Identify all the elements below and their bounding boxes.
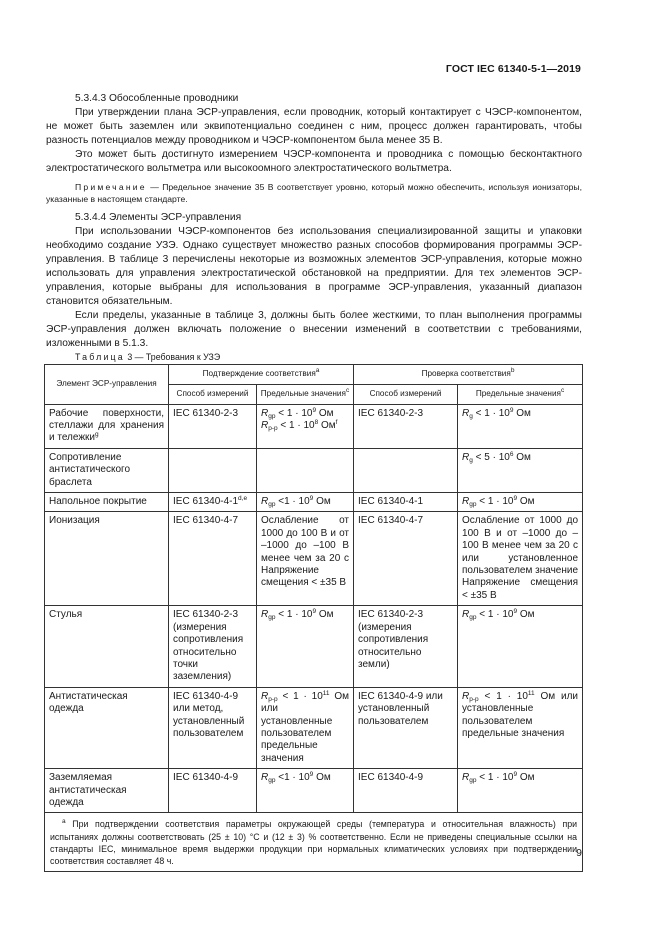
cell-limits-1 [257, 448, 354, 492]
cell-limits-2: $R_{gp} < 1 \cdot 10^9$ Ом [458, 769, 583, 813]
cell-limits-1: $R_{gp} < 1 \cdot 10^9$ Ом $R_{p-p} < 1 \cdot 10^8$ $Ом^f$ [257, 404, 354, 448]
header-element: Элемент ЭСР-управления [45, 365, 169, 404]
cell-method-2: IEC 61340-2-3 [354, 404, 458, 448]
cell-method-2: IEC 61340-4-9 [354, 769, 458, 813]
cell-method-1: IEC 61340-4-1$^{d,e}$ [169, 493, 257, 512]
footnote-mark: a [62, 818, 66, 826]
header-limits-1: Предельные значения$^c$ [257, 385, 354, 405]
cell-limits-2: $R_{p-p} < 1 \cdot 10^{11}$ Ом или установленные пользователем предельные значения [458, 687, 583, 768]
header-method-1: Способ измерений [169, 385, 257, 405]
section-5343-title: 5.3.4.3 Обособленные проводники [75, 93, 239, 104]
cell-element: Рабочие поверхности, стеллажи для хранения и тележки$^g$ [45, 404, 169, 448]
cell-limits-2: $R_{gp} < 1 \cdot 10^9$ Ом [458, 493, 583, 512]
cell-method-2: IEC 61340-4-7 [354, 512, 458, 606]
cell-limits-1: $R_{p-p} < 1 \cdot 10^{11}$ Ом или установленные пользователем предельные значения [257, 687, 354, 768]
table-row [45, 606, 583, 687]
document-id: ГОСТ IEC 61340-5-1—2019 [445, 63, 581, 75]
cell-limits-1: $R_{gp} <1 \cdot 10^9$ Ом [257, 769, 354, 813]
table-footnote-row [45, 813, 583, 872]
cell-element: Напольное покрытие [45, 493, 169, 512]
cell-limits-2: $R_{gp} < 1 \cdot 10^9$ Ом [458, 606, 583, 687]
cell-element: Сопротивление антистатического браслета [45, 448, 169, 492]
table-footnote [45, 813, 583, 872]
section-5344-paragraph-2: Если пределы, указанные в таблице 3, должны быть более жесткими, то план выполнения программы ЭСР-управления должен включать положение о внесении изменений в соответствии с требованиями, изложенными в 5.1.3. [46, 309, 582, 349]
section-5344-title: 5.3.4.4 Элементы ЭСР-управления [75, 212, 242, 224]
footnote-text: При подтверждении соответствия параметры окружающей среды (температура и относительная влажность) при испытаниях должны соответствовать (25 ± 10) °С и (12 ± 3) % соответственно. Если не приведены специальные ссылки на стандарты IEC, минимальное время выдержки продукции при нормальных климатических условиях при подтверждении соответствия составляет 48 ч. [50, 819, 578, 866]
cell-method-1: IEC 61340-4-9 [169, 769, 257, 813]
cell-element: Ионизация [45, 512, 169, 606]
table-caption [46, 351, 582, 365]
requirements-table [44, 364, 583, 872]
page-content [46, 92, 582, 872]
cell-method-2: IEC 61340-2-3 (измерения сопротивления относительно земли) [354, 606, 458, 687]
cell-element: Стулья [45, 606, 169, 687]
cell-method-1: IEC 61340-4-9 или метод, установленный пользователем [169, 687, 257, 768]
table-row [45, 448, 583, 492]
header-compliance: Подтверждение соответствия$^a$ [169, 365, 354, 385]
cell-limits-1: Ослабление от 1000 до 100 В и от –1000 до –100 В менее чем за 20 с Напряжение смещения < ±35 В [257, 512, 354, 606]
cell-method-1: IEC 61340-4-7 [169, 512, 257, 606]
cell-method-2 [354, 448, 458, 492]
table-caption-word: Таблица [75, 351, 125, 362]
cell-method-2: IEC 61340-4-1 [354, 493, 458, 512]
note-label: Примечание [75, 182, 147, 193]
table-caption-rest: 3 — Требования к УЗЭ [124, 351, 221, 362]
table-row [45, 512, 583, 606]
cell-element: Антистатическая одежда [45, 687, 169, 768]
section-5343-paragraph-2: Это может быть достигнуто измерением ЧЭСР-компонента и проводника с помощью бесконтактного электростатического вольтметра или высокоомного электростатического вольтметра. [46, 148, 582, 174]
cell-limits-2: $R_g < 1 \cdot 10^9$ Ом [458, 404, 583, 448]
table-row [45, 769, 583, 813]
table-row [45, 404, 583, 448]
cell-method-1 [169, 448, 257, 492]
header-method-2: Способ измерений [354, 385, 458, 405]
cell-method-2: IEC 61340-4-9 или установленный пользователем [354, 687, 458, 768]
cell-element: Заземляемая антистатическая одежда [45, 769, 169, 813]
table-row [45, 687, 583, 768]
note [46, 181, 582, 205]
cell-limits-2: $R_g < 5 \cdot 10^6$ Ом [458, 448, 583, 492]
table-row [45, 493, 583, 512]
note-text: — Предельное значение 35 В соответствует уровню, который можно обеспечить, используя ионизаторы, указанные в настоящем стандарте. [46, 182, 582, 205]
cell-method-1: IEC 61340-2-3 (измерения сопротивления относительно точки заземления) [169, 606, 257, 687]
cell-limits-1: $R_{gp} < 1 \cdot 10^9$ Ом [257, 606, 354, 687]
table-header-row-1 [45, 365, 583, 385]
cell-limits-1: $R_{gp} <1 \cdot 10^9$ Ом [257, 493, 354, 512]
header-limits-2: Предельные значения$^c$ [458, 385, 583, 405]
cell-method-1: IEC 61340-2-3 [169, 404, 257, 448]
header-verification: Проверка соответствия$^b$ [354, 365, 583, 385]
cell-limits-2: Ослабление от 1000 до 100 В и от –1000 до –100 В менее чем за 20 с или установленное пользователем значение Напряжение смещения < ±35 В [458, 512, 583, 606]
section-5343-paragraph-1: При утверждении плана ЭСР-управления, если проводник, который контактирует с ЧЭСР-компонентом, не может быть заземлен или эквипотенциально соединен с ним, процесс должен гарантировать, чтобы разность потенциалов между проводником и ЧЭСР-компонентом была менее 35 В. [46, 106, 582, 146]
section-5344-paragraph-1: При использовании ЧЭСР-компонентов без использования специализированной защиты и упаковки необходимо создание УЗЭ. Однако существует множество разных способов формирования программы ЭСР-управления. В таблице 3 перечислены некоторые из возможных элементов ЭСР-управления, которые можно использовать для управления электростатической обстановкой на предприятии. Для тех элементов ЭСР-управления, которые выбраны для использования в программе ЭСР-управления, указанный диапазон становится обязательным. [46, 226, 582, 307]
page-number: 9 [576, 847, 582, 859]
